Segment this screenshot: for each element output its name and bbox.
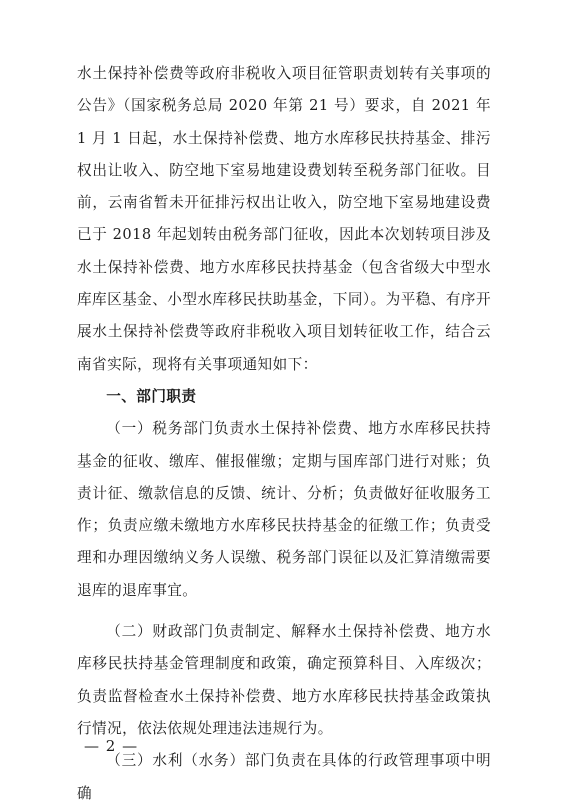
document-body bbox=[77, 58, 491, 810]
section-heading: 一、部门职责 bbox=[106, 387, 197, 405]
paragraph-item-2: （二）财政部门负责制定、解释水土保持补偿费、地方水库移民扶持基金管理制度和政策，确定预算科目、入库级次；负责监督检查水土保持补偿费、地方水库移民扶持基金政策执行情况，依法依规处理违法违规行为。 bbox=[77, 623, 491, 737]
page-number: — 2 — bbox=[84, 737, 139, 755]
paragraph-item-3: （三）水利（水务）部门负责在具体的行政管理事项中明确 bbox=[77, 752, 491, 802]
paragraph-item-1: （一）税务部门负责水土保持补偿费、地方水库移民扶持基金的征收、缴库、催报催缴；定期与国库部门进行对账；负责计征、缴款信息的反馈、统计、分析；负责做好征收服务工作；负责应缴未缴地方水库移民扶持基金的征缴工作；负责受理和办理因缴纳义务人误缴、税务部门误征以及汇算清缴需要退库的退库事宜。 bbox=[77, 420, 491, 599]
intro-paragraph: 水土保持补偿费等政府非税收入项目征管职责划转有关事项的公告》（国家税务总局 2020 年第 21 号）要求，自 2021 年 1 月 1 日起，水土保持补偿费、地方水库移民扶持基金、排污权出让收入、防空地下室易地建设费划转至税务部门征收。目前，云南省暂未开征排污权出让收入，防空地下室易地建设费已于 2018 年起划转由税务部门征收，因此本次划转项目涉及水土保持补偿费、地方水库移民扶持基金（包含省级大中型水库库区基金、小型水库移民扶助基金，下同）。为平稳、有序开展水土保持补偿费等政府非税收入项目划转征收工作，结合云南省实际，现将有关事项通知如下： bbox=[77, 65, 491, 373]
